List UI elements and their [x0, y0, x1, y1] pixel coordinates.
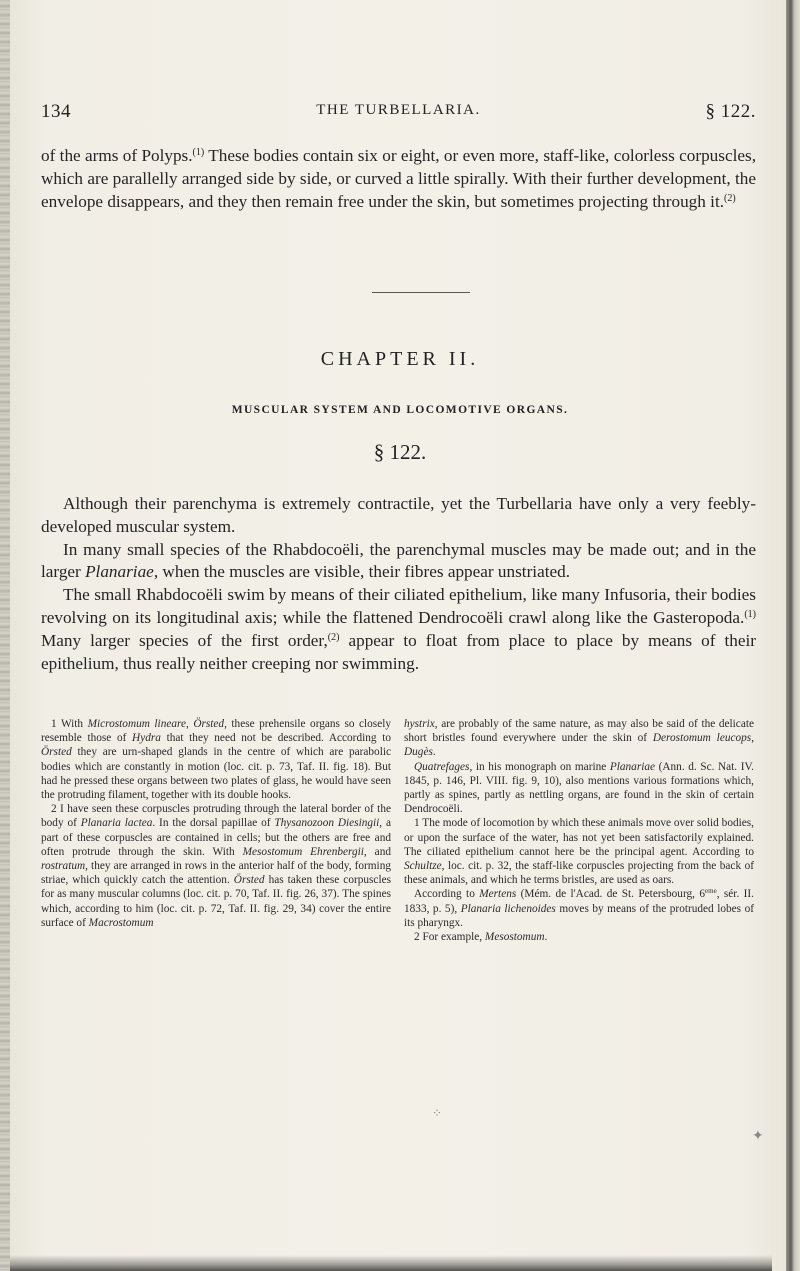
- running-title: THE TURBELLARIA.: [316, 102, 481, 118]
- footnote-ref: (2): [327, 631, 340, 643]
- intro-paragraph: [41, 145, 756, 213]
- section-divider: [372, 292, 470, 293]
- binding-shadow: [0, 0, 10, 1271]
- footnote-ref: (1): [192, 147, 205, 158]
- paragraph: The small Rhabdocoëli swim by means of their ciliated epithelium, like many Infusoria, their bodies revolving on its longitudinal axis; while the flattened Dendrocoëli crawl along like the Gasteropoda.$^{(1)}$ Many larger species of the first order,$^{(2)}$ appear to float from place to place by means of their epithelium, thus really neither creeping nor swimming.: [41, 585, 756, 673]
- footnote: 1 The mode of locomotion by which these animals move over solid bodies, or upon the surface of the water, has not yet been satisfactorily explained. The ciliated epithelium cannot here be the principal agent. According to Schultze, loc. cit. p. 32, the staff-like corpuscles projecting from the back of these animals, and which he terms bristles, are used as oars.: [404, 817, 754, 887]
- chapter-title: CHAPTER II.: [320, 348, 480, 370]
- footnote: 2 For example, Mesostomum.: [414, 931, 548, 944]
- footnote-ref: (1): [744, 608, 756, 620]
- footnote-ref: (2): [724, 192, 736, 204]
- footnote: 2 I have seen these corpuscles protruding through the lateral border of the body of Planaria lactea. In the dorsal papillae of Thysanozoon Diesingii, a part of these corpuscles are contained in cells; but the others are free and often protrude through the skin. With Mesostomum Ehrenbergii, and rostratum, they are arranged in rows in the anterior half of the body, forming striae, which quickly catch the attention. Örsted has taken these corpuscles for as many muscular columns (loc. cit. p. 70, Taf. II. fig. 26, 37). The spines which, according to him (loc. cit. p. 72, Taf. II. fig. 29, 34) cover the entire surface of Macrostomum: [41, 803, 391, 929]
- footnotes-left-column: [41, 717, 391, 930]
- page-number: 134: [41, 101, 71, 122]
- paragraph: Although their parenchyma is extremely contractile, yet the Turbellaria have only a very feebly-developed muscular system.: [41, 494, 756, 536]
- chapter-subtitle: MUSCULAR SYSTEM AND LOCOMOTIVE ORGANS.: [231, 404, 569, 416]
- main-text: [41, 493, 756, 675]
- footnote: hystrix, are probably of the same nature, as may also be said of the delicate short bristles found everywhere under the skin of Derostomum leucops, Dugès.: [404, 718, 755, 759]
- section-heading: § 122.: [373, 440, 427, 464]
- footnote: Quatrefages, in his monograph on marine Planariae (Ann. d. Sc. Nat. IV. 1845, p. 146, Pl. VIII. fig. 9, 10), also mentions various formations which, partly as spines, partly as nettling organs, are found in the skin of certain Dendrocoëli.: [404, 760, 754, 816]
- paragraph: In many small species of the Rhabdocoëli, the parenchymal muscles may be made out; and in the larger Planariae, when the muscles are visible, their fibres appear unstriated.: [41, 539, 756, 582]
- page-bottom-shadow: [10, 1255, 772, 1271]
- footnotes-right-column: [404, 717, 754, 944]
- page-edge-shadow: [786, 0, 800, 1271]
- footnote: 1 With Microstomum lineare, Örsted, these prehensile organs so closely resemble those of Hydra that they need not be described. According to Örsted they are urn-shaped glands in the centre of which are parabolic bodies which are constantly in motion (loc. cit. p. 73, Taf. II. fig. 18). But had he pressed these organs between two plates of glass, he would have seen the protruding filament, together with its double hooks.: [41, 718, 391, 802]
- running-header: [41, 101, 756, 125]
- paper-speck: ✦: [752, 1129, 764, 1144]
- footnote: According to Mertens (Mém. de l'Acad. de St. Petersbourg, 6eme, sér. II. 1833, p. 5), Planaria lichenoides moves by means of the protruded lobes of its pharyngx.: [404, 887, 754, 929]
- intro-text: of the arms of Polyps.: [41, 146, 193, 165]
- paper-speck: ⁘: [432, 1106, 443, 1120]
- intro-text: These bodies contain six or eight, or even more, staff-like, colorless corpuscles, which are parallelly arranged side by side, or curved a little spirally. With their further development, the envelope disappears, and they then remain free under the skin, but sometimes projecting through it.: [41, 146, 756, 211]
- section-reference: § 122.: [705, 101, 756, 122]
